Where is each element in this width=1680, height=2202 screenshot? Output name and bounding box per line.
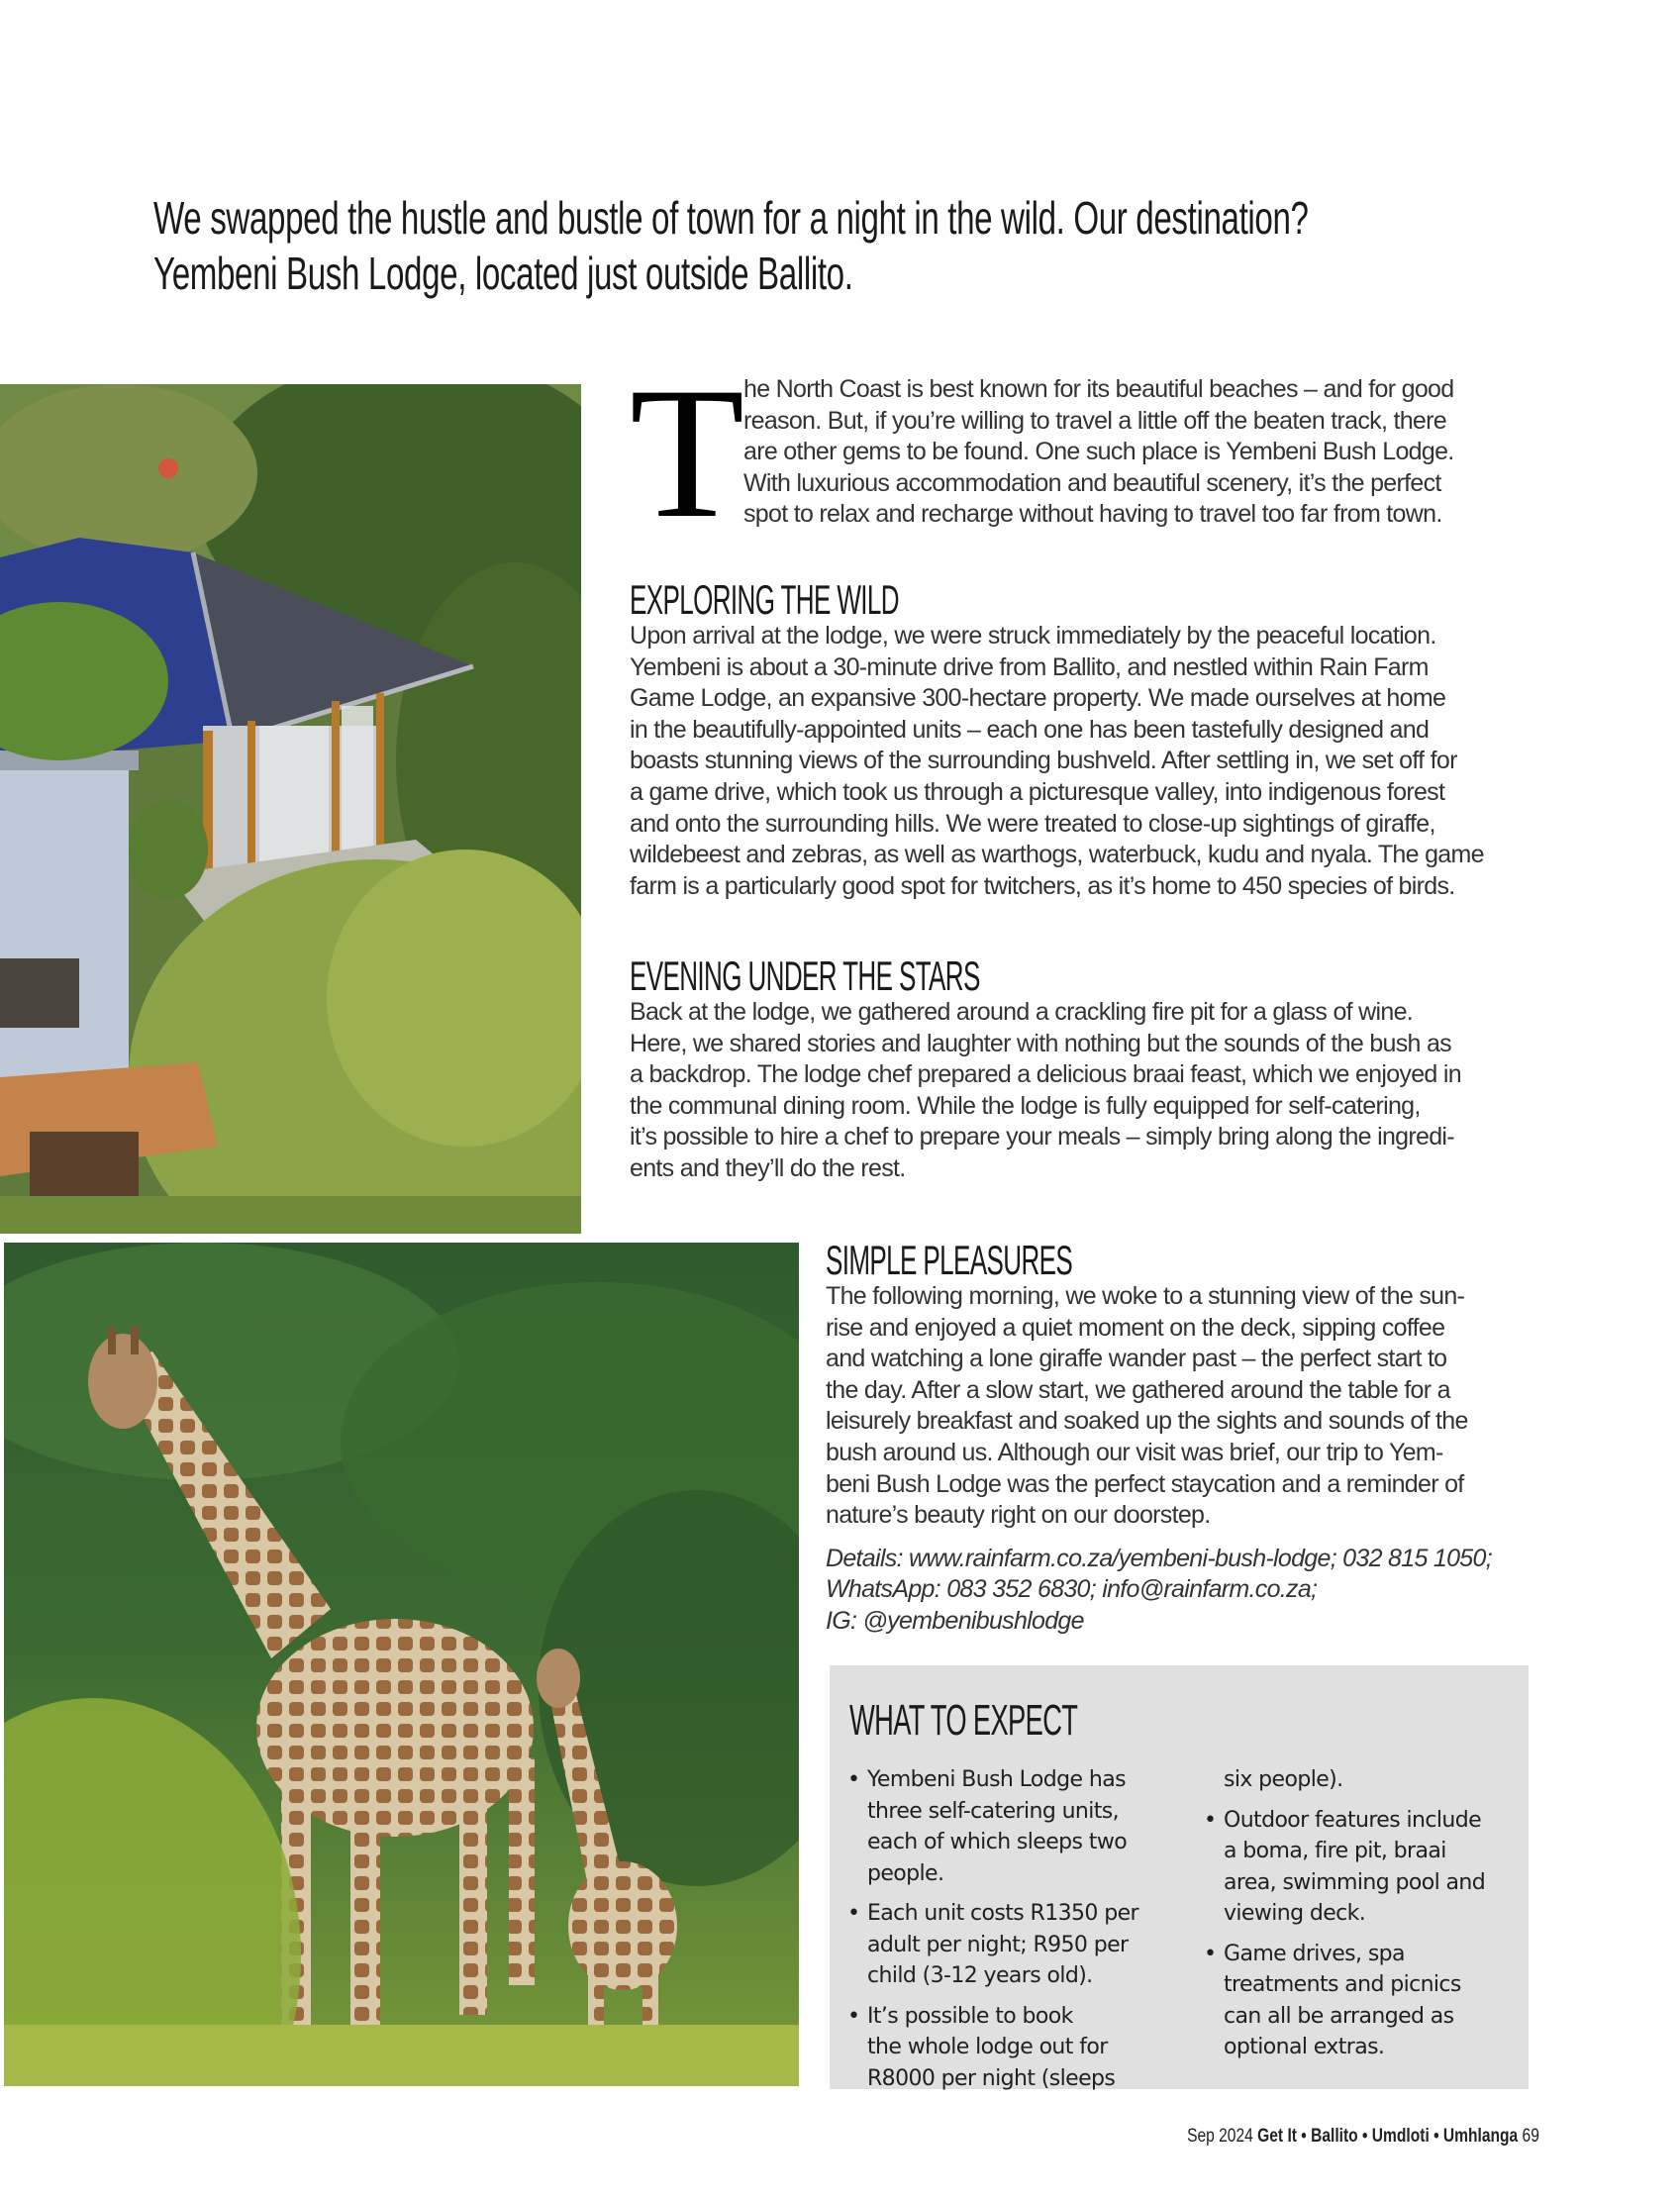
issue-date: Sep 2024 [1187, 2126, 1253, 2147]
giraffe-image [4, 1243, 799, 2086]
intro-line: Yembeni Bush Lodge, located just outside Ballito. [153, 248, 853, 299]
lead-line: he North Coast is best known for its beautiful beaches – and for good [743, 375, 1454, 403]
bullet-icon: • [847, 2003, 860, 2029]
body-line: nature’s beauty right on our doorstep. [826, 1501, 1211, 1530]
body-line: a backdrop. The lodge chef prepared a delicious braai feast, which we enjoyed in [630, 1060, 1461, 1089]
section-heading: SIMPLE PLEASURES [826, 1237, 1073, 1283]
intro-standfirst [153, 190, 1309, 301]
body-line: wildebeest and zebras, as well as warthogs, waterbuck, kudu and nyala. The game [630, 841, 1484, 869]
list-item: • Each unit costs R1350 per adult per night; R950 per child (3-12 years old). [843, 1898, 1170, 1992]
body-line: the communal dining room. While the lodge is fully equipped for self-catering, [630, 1091, 1421, 1120]
list-item: • It’s possible to book the whole lodge out for R8000 per night (sleeps [843, 2001, 1170, 2095]
contact-details [826, 1544, 1538, 1638]
box-heading: WHAT TO EXPECT [849, 1696, 1078, 1745]
lead-line: With luxurious accommodation and beautiful scenery, it’s the perfect [743, 468, 1441, 497]
box-column-right [1200, 1764, 1517, 2072]
body-line: ents and they’ll do the rest. [630, 1153, 906, 1182]
list-item: • Game drives, spa treatments and picnics can all be arranged as optional extras. [1200, 1939, 1517, 2063]
intro-line: We swapped the hustle and bustle of town for a night in the wild. Our destination? [153, 192, 1309, 244]
lead-line: are other gems to be found. One such place is Yembeni Bush Lodge. [743, 438, 1454, 466]
body-line: leisurely breakfast and soaked up the sights and sounds of the [826, 1407, 1468, 1436]
body-line: The following morning, we woke to a stunning view of the sun- [826, 1282, 1465, 1310]
body-line: boasts stunning views of the surrounding bushveld. After settling in, we set off for [630, 747, 1457, 775]
body-line: Yembeni is about a 30-minute drive from Ballito, and nestled within Rain Farm [630, 652, 1429, 681]
giraffe-photo [4, 1243, 799, 2086]
bullet-icon: • [1204, 1941, 1217, 1966]
details-line: Details: www.rainfarm.co.za/yembeni-bush-lodge; 032 815 1050; [826, 1544, 1492, 1572]
list-item: • Yembeni Bush Lodge has three self-catering units, each of which sleeps two people. [843, 1764, 1170, 1889]
lead-line: spot to relax and recharge without having to travel too far from town. [743, 500, 1442, 529]
body-line: Game Lodge, an expansive 300-hectare property. We made ourselves at home [630, 684, 1446, 713]
bullet-icon: • [1204, 1807, 1217, 1833]
list-item-continuation: six people). [1224, 1767, 1343, 1792]
body-line: in the beautifully-appointed units – each one has been tastefully designed and [630, 715, 1430, 744]
body-line: and onto the surrounding hills. We were treated to close-up sightings of giraffe, [630, 809, 1435, 838]
page-number: 69 [1522, 2126, 1539, 2147]
drop-cap: T [630, 350, 745, 557]
body-line: the day. After a slow start, we gathered around the table for a [826, 1375, 1450, 1404]
list-item: • Outdoor features include a boma, fire pit, braai area, swimming pool and viewing deck. [1200, 1805, 1517, 1930]
section-heading: EXPLORING THE WILD [630, 576, 899, 623]
body-line: farm is a particularly good spot for twitchers, as it’s home to 450 species of birds. [630, 871, 1455, 900]
body-line: Back at the lodge, we gathered around a crackling fire pit for a glass of wine. [630, 998, 1414, 1026]
publication-name: Get It • Ballito • Umdloti • Umhlanga [1257, 2126, 1519, 2147]
lead-line: reason. But, if you’re willing to travel a little off the beaten track, there [743, 406, 1446, 435]
body-line: a game drive, which took us through a picturesque valley, into indigenous forest [630, 777, 1445, 806]
bullet-icon: • [847, 1901, 860, 1926]
lodge-image [0, 384, 581, 1234]
section-exploring-the-wild [630, 577, 1540, 902]
page-footer [1187, 2126, 1539, 2148]
box-column-left [843, 1764, 1170, 2103]
section-heading: EVENING UNDER THE STARS [630, 952, 980, 999]
what-to-expect-box [830, 1665, 1529, 2089]
details-line: IG: @yembenibushlodge [826, 1606, 1084, 1635]
details-line: WhatsApp: 083 352 6830; info@rainfarm.co.za; [826, 1575, 1318, 1604]
lead-paragraph [630, 350, 1540, 557]
lodge-photo [0, 384, 581, 1234]
body-line: it’s possible to hire a chef to prepare your meals – simply bring along the ingredi- [630, 1123, 1454, 1151]
body-line: beni Bush Lodge was the perfect staycation and a reminder of [826, 1469, 1464, 1498]
body-line: bush around us. Although our visit was brief, our trip to Yem- [826, 1438, 1443, 1466]
body-line: Upon arrival at the lodge, we were struck immediately by the peaceful location. [630, 622, 1436, 650]
body-line: rise and enjoyed a quiet moment on the deck, sipping coffee [826, 1313, 1445, 1342]
bullet-icon: • [847, 1767, 860, 1792]
section-evening-under-the-stars [630, 953, 1540, 1185]
section-simple-pleasures [826, 1238, 1538, 1638]
body-line: and watching a lone giraffe wander past – the perfect start to [826, 1345, 1447, 1373]
body-line: Here, we shared stories and laughter with nothing but the sounds of the bush as [630, 1029, 1451, 1057]
